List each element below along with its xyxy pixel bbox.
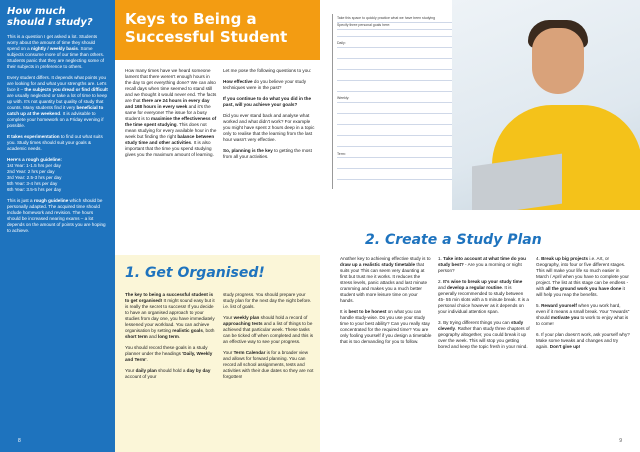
- keys-paragraph: Let me pose the following questions to you:: [223, 68, 312, 73]
- notebook-rule: [337, 168, 453, 169]
- text: . It is advisable to complete your homework on a Friday evening if possible.: [7, 111, 104, 128]
- text: should hold a record of: [259, 315, 308, 320]
- plan-paragraph: [340, 309, 432, 345]
- text: 5.: [536, 303, 542, 308]
- text: 6. If your plan doesn't work, ask yourself why? Make some tweaks and changes and try again.: [536, 332, 630, 349]
- student-photo: [452, 0, 640, 210]
- text: are usually neglected or take a lot of time to keep up with. It's not quantity but quality of study that counts. Many students find it very: [7, 93, 108, 110]
- notebook-rule: [337, 102, 453, 103]
- text: to work to enjoy what is to come!: [536, 315, 629, 326]
- guideline-item: 2nd Year: 2 hrs per day: [7, 169, 55, 174]
- text: short term: [125, 334, 148, 339]
- organised-column-1: [125, 292, 217, 385]
- text: planning is the key: [231, 148, 273, 153]
- plan-paragraph: [438, 320, 530, 350]
- notebook-rule: [337, 29, 453, 30]
- sidebar-title-line2: should I study?: [7, 17, 93, 28]
- notebook-rule: [337, 47, 453, 48]
- organised-paragraph: [125, 368, 217, 380]
- sidebar-paragraph-2: [7, 75, 108, 129]
- text: How effective: [223, 79, 253, 84]
- keys-paragraph: [223, 96, 315, 108]
- text: beneficial to catch up at the weekend: [7, 105, 104, 116]
- text: Take into account at what time do you study best?: [438, 256, 526, 267]
- text: 'Daily, Weekly and Term': [125, 351, 213, 362]
- notebook-rule: [337, 22, 453, 23]
- text: maximise the effectiveness of the time spent studying: [125, 116, 217, 127]
- text: that suits you! This can seem very daunting at first but trust me it works. It reduces the stress levels, panic attacks and last minute cramming and makes you a much better student with more leisure time on your hands.: [340, 262, 428, 303]
- keys-paragraph: Did you ever stand back and analyse what worked and what didn't work? For example you might have spent 2 hours deep in a topic only to realise that the learning from the last hour wasn't very effective.: [223, 113, 315, 142]
- text: draw up a realistic study timetable: [340, 262, 416, 267]
- text: .: [146, 357, 148, 362]
- text: How many times have we heard someone lament that there weren't enough hours in the day to get everything done? We can also recall days when time seemed to stand still and we thought it would never end. The facts are that: [125, 68, 217, 103]
- text: . Rather than study three chapters of geography altogether, you could break it up over the week. This will stop you getting bored and keep the topic fresh in your mind.: [438, 326, 530, 349]
- text: when you work hard, even if it means a small break. Your "rewards" should: [536, 303, 630, 320]
- plan-paragraph: [438, 256, 530, 274]
- text: develop a regular routine: [446, 285, 502, 290]
- notebook-rule: [337, 146, 453, 147]
- text: approaching tests: [223, 321, 263, 326]
- guideline-heading: Here's a rough guideline:: [7, 157, 62, 162]
- text: It's wise to break up your study time: [443, 279, 523, 284]
- text: and a list of things to be achieved that particular week. These tasks can be ticked off when completed and this is an effective way to see your progress.: [223, 321, 314, 344]
- notebook-rule: [337, 58, 453, 59]
- guideline-list: [7, 163, 108, 193]
- sidebar-paragraph-3: [7, 134, 108, 152]
- text: It takes experimentation: [7, 134, 60, 139]
- notebook-daily-label: Daily:: [337, 41, 346, 45]
- student-face: [532, 28, 584, 94]
- text: .: [178, 334, 181, 339]
- notebook-instruction: Take this space to quickly practice what we have been studying: [337, 16, 436, 20]
- notebook-rule: [337, 124, 453, 125]
- text: . It is generally recommended to study between 45- 55 min slots with a 5 minute break. It is a personal choice however as it depends on your individual attention span.: [438, 285, 529, 314]
- text: You should record these goals in a study planner under the headings: [125, 345, 208, 356]
- text: Another key to achieving effective study is to: [340, 256, 431, 261]
- keys-title-line1: Keys to Being a: [125, 10, 257, 28]
- notebook-term-label: Term:: [337, 152, 346, 156]
- text: Reward yourself: [541, 303, 577, 308]
- organised-paragraph: [223, 315, 315, 345]
- plan-paragraph: [340, 256, 432, 304]
- text: Every student differs. It depends what points you are looking for and what your strengths are. Let's face it –: [7, 75, 107, 92]
- keys-title: [125, 10, 287, 46]
- text: . Some subjects consume more of our time than others. Students panic that they are neglecting some of their subjects in preference to others.: [7, 46, 105, 69]
- sidebar-paragraph-1: [7, 34, 108, 70]
- plan-column-2: [438, 256, 530, 355]
- keys-paragraph: [125, 68, 217, 158]
- text: This is a question I get asked a lot. Students worry about the amount of time they should spend on a: [7, 34, 98, 51]
- text: do you believe your study techniques were in the past?: [223, 79, 306, 90]
- notebook-rule: [337, 91, 453, 92]
- keys-paragraph: [223, 79, 315, 91]
- text: weekly plan: [233, 315, 260, 320]
- text: It is: [340, 309, 349, 314]
- organised-title: Get Organised!: [144, 265, 265, 281]
- text: and: [438, 285, 447, 290]
- text: all the ground work you have done: [545, 286, 622, 291]
- text: This is just a: [7, 198, 34, 203]
- text: Break up big projects: [541, 256, 589, 261]
- guideline-item: 6th Year: 3.5-5 hrs per day: [7, 187, 62, 192]
- text: should hold a: [156, 368, 187, 373]
- notebook-rule: [337, 135, 453, 136]
- text: account of your: [125, 374, 157, 379]
- keys-paragraph: [223, 148, 315, 160]
- text: the subjects you dread or find difficult: [24, 87, 108, 92]
- right-page: [320, 0, 640, 452]
- text: to getting the most from all your activities.: [223, 148, 312, 159]
- text: balance between study time and other activities: [125, 134, 215, 145]
- goals-notebook: [332, 14, 453, 189]
- plan-paragraph: [536, 256, 630, 298]
- laptop: [472, 154, 562, 210]
- text: 4.: [536, 256, 542, 261]
- text: If you continue to do what you did in the past, will you achieve your goals?: [223, 96, 312, 107]
- text: i.e. Art, or Geography, into four or five different stages. This will make your life so much easier in March / April when you have to complete your project. The list at this stage can be endless - with: [536, 256, 629, 291]
- text: - Are you a morning or night person?: [438, 262, 522, 273]
- text: and it's the same for everyone! The issue for a busy student is to: [125, 104, 211, 121]
- text: . It is also important that the time you spend studying gives you the maximum amount of learning.: [125, 140, 214, 157]
- guideline-item: 3rd Year: 2.5-3 hrs per day: [7, 175, 62, 180]
- text: realistic goals: [172, 328, 203, 333]
- organised-paragraph: [125, 345, 217, 363]
- text: there are 24 hours in every day and 168 hours in every week: [125, 98, 210, 109]
- text: The key to being a successful student is to get organised!: [125, 292, 214, 303]
- text: Term Calendar: [233, 350, 266, 355]
- keys-section: [115, 0, 320, 452]
- plan-paragraph: [536, 303, 630, 327]
- organised-paragraph: study progress. You should prepare your study plan for the next day the night before. i.e. list of goals.: [223, 292, 312, 309]
- study-plan-title: Create a Study Plan: [384, 232, 542, 248]
- sidebar-title: [7, 6, 108, 28]
- page-number-right: 9: [619, 438, 622, 444]
- study-time-sidebar: [0, 0, 115, 452]
- text: 1.: [438, 256, 444, 261]
- organised-column-2: [223, 292, 315, 385]
- text: . This does not mean studying for every available hour in the week but finding the right: [125, 122, 217, 139]
- text: , both: [202, 328, 215, 333]
- notebook-rule: [337, 113, 453, 114]
- sidebar-title-line1: How much: [7, 6, 66, 17]
- study-plan-number: 2.: [365, 232, 381, 248]
- organised-heading: [125, 265, 265, 281]
- text: motivate you: [550, 315, 580, 320]
- notebook-rule: [337, 157, 453, 158]
- notebook-rule: [337, 80, 453, 81]
- sidebar-paragraph-4: [7, 198, 108, 234]
- text: long term: [157, 334, 179, 339]
- notebook-rule: [337, 179, 453, 180]
- text: study cleverly: [438, 320, 524, 331]
- text: Your: [223, 315, 234, 320]
- text: 2.: [438, 279, 444, 284]
- text: is for a broader view and allows for forward planning. You can record all school assignments, tests and activities with their due dates so they are not forgotten!: [223, 350, 314, 379]
- organised-number: 1.: [125, 265, 141, 281]
- study-plan-heading: [365, 232, 542, 248]
- notebook-rule: [337, 36, 453, 37]
- text: Your: [223, 350, 234, 355]
- text: to find out what suits you. Study times should suit your goals & academic needs.: [7, 134, 103, 151]
- plan-column-1: [340, 256, 432, 350]
- text: daily plan: [135, 368, 157, 373]
- text: and: [147, 334, 158, 339]
- text: rough guideline: [33, 198, 69, 203]
- guideline-item: 1st Year: 1-1.5 hrs per day: [7, 163, 61, 168]
- text: 3. By trying different things you can: [438, 320, 511, 325]
- keys-title-line2: Successful Student: [125, 28, 288, 46]
- text: Don't give up!: [549, 344, 581, 349]
- text: It might sound easy but it is really the secret to success! If you decide to have an organised approach to your studies from day one, you have immediately lessened your workload. You can achieve organisation by setting: [125, 298, 215, 333]
- guideline-item: 5th Year: 3-4 hrs per day: [7, 181, 58, 186]
- plan-paragraph: [536, 332, 630, 350]
- notebook-instruction-2: Specify three personal goals here:: [337, 23, 391, 27]
- notebook-weekly-label: Weekly:: [337, 96, 350, 100]
- text: day by day: [186, 368, 211, 373]
- organised-paragraph: [223, 350, 315, 380]
- text: on what you can handle study-wise. Do you use your study time to your best ability? Can you really stay concentrated for the required time? You are only fooling yourself if you design a timetable that is too demanding for you to follow.: [340, 309, 432, 344]
- organised-paragraph: [125, 292, 217, 340]
- plan-column-3: [536, 256, 630, 355]
- text: which should be personally adapted. The acquired time should include homework and revision. The hours should be increased nearing exams – a lot depends on the amount of points you are hoping to achieve.: [7, 198, 106, 233]
- notebook-rule: [337, 69, 453, 70]
- text: it will help you reap the benefits.: [536, 286, 625, 297]
- page-number-left: 8: [18, 438, 21, 444]
- text: nightly / weekly basis: [31, 46, 78, 51]
- text: Your: [125, 368, 136, 373]
- plan-paragraph: [438, 279, 530, 315]
- text: So,: [223, 148, 232, 153]
- keys-column-2: [223, 68, 315, 165]
- text: best to be honest: [348, 309, 387, 314]
- keys-column-1: [125, 68, 217, 163]
